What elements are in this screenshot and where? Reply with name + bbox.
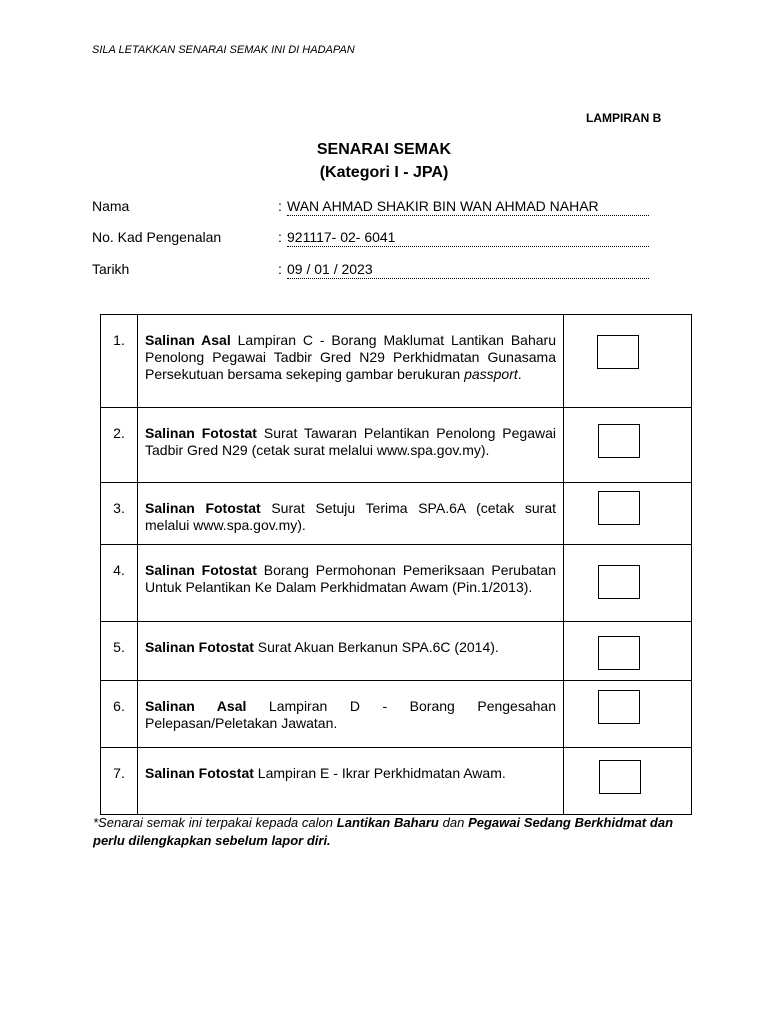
table-row: [101, 408, 692, 483]
item-description: [138, 748, 564, 815]
item-description: [138, 315, 564, 408]
checkbox[interactable]: [598, 636, 640, 670]
checkbox[interactable]: [597, 335, 639, 369]
item-text: Surat Tawaran Pelantikan Penolong Pegawai Tadbir Gred N29 (cetak surat melalui www.spa.gov.my).: [145, 425, 556, 458]
field-label: Nama: [92, 198, 130, 214]
checkbox[interactable]: [598, 690, 640, 724]
checkbox[interactable]: [599, 760, 641, 794]
field-value-nama[interactable]: WAN AHMAD SHAKIR BIN WAN AHMAD NAHAR: [287, 198, 649, 216]
item-bold-label: Salinan Asal: [145, 332, 231, 348]
table-row: [101, 483, 692, 545]
lampiran-label: LAMPIRAN B: [586, 111, 662, 125]
item-number: 7.: [101, 748, 138, 815]
item-bold-label: Salinan Fotostat: [145, 425, 257, 441]
item-description: [138, 622, 564, 681]
item-text: Lampiran E - Ikrar Perkhidmatan Awam.: [253, 765, 506, 781]
item-number: 1.: [101, 315, 138, 408]
item-tail: .: [517, 366, 522, 382]
checkbox[interactable]: [598, 424, 640, 458]
item-description: [138, 545, 564, 622]
item-italic-text: passport: [464, 366, 518, 382]
footnote-text: *Senarai semak ini terpakai kepada calon: [93, 815, 337, 830]
item-number: 3.: [101, 483, 138, 545]
checkbox-cell: [564, 315, 692, 408]
field-colon: :: [278, 198, 282, 214]
item-bold-label: Salinan Fotostat: [145, 500, 261, 516]
field-label: Tarikh: [92, 261, 130, 277]
table-row: [101, 545, 692, 622]
item-bold-label: Salinan Fotostat: [145, 639, 254, 655]
item-number: 6.: [101, 681, 138, 748]
table-row: [101, 315, 692, 408]
footnote: [93, 814, 673, 850]
checkbox-cell: [564, 681, 692, 748]
item-bold-label: Salinan Fotostat: [145, 765, 254, 781]
item-number: 4.: [101, 545, 138, 622]
document-subtitle: (Kategori I - JPA): [319, 164, 449, 181]
document-title: SENARAI SEMAK: [316, 141, 452, 158]
checkbox[interactable]: [598, 491, 640, 525]
item-description: [138, 483, 564, 545]
footnote-bold: Pegawai Sedang Berkhidmat dan perlu dilengkapkan sebelum lapor diri.: [93, 815, 674, 848]
item-text: Borang Permohonan Pemeriksaan Perubatan Untuk Pelantikan Ke Dalam Perkhidmatan Awam (Pin.1/2013).: [145, 562, 556, 595]
item-number: 2.: [101, 408, 138, 483]
field-value-tarikh[interactable]: 09 / 01 / 2023: [287, 261, 649, 279]
item-description: [138, 408, 564, 483]
field-value-kad-pengenalan[interactable]: 921117- 02- 6041: [287, 229, 649, 247]
checkbox-cell: [564, 408, 692, 483]
item-bold-label: Salinan Fotostat: [145, 562, 257, 578]
footnote-bold: Lantikan Baharu: [336, 815, 439, 830]
header-note: SILA LETAKKAN SENARAI SEMAK INI DI HADAPAN: [92, 44, 355, 56]
item-text: Lampiran D - Borang Pengesahan Pelepasan/Peletakan Jawatan.: [145, 698, 556, 731]
table-row: [101, 748, 692, 815]
item-bold-label: Salinan Asal: [145, 698, 247, 714]
checkbox-cell: [564, 483, 692, 545]
table-row: [101, 622, 692, 681]
field-label: No. Kad Pengenalan: [92, 229, 222, 245]
field-colon: :: [278, 261, 282, 277]
table-row: [101, 681, 692, 748]
checkbox-cell: [564, 748, 692, 815]
checkbox[interactable]: [598, 565, 640, 599]
checklist-table: [100, 314, 692, 815]
item-text: Surat Akuan Berkanun SPA.6C (2014).: [253, 639, 499, 655]
item-text: Surat Setuju Terima SPA.6A (cetak surat melalui www.spa.gov.my).: [145, 500, 556, 533]
checkbox-cell: [564, 622, 692, 681]
item-number: 5.: [101, 622, 138, 681]
item-description: [138, 681, 564, 748]
checkbox-cell: [564, 545, 692, 622]
field-colon: :: [278, 229, 282, 245]
item-text: Lampiran C - Borang Maklumat Lantikan Baharu Penolong Pegawai Tadbir Gred N29 Perkhidmatan Gunasama Persekutuan bersama sekeping gambar berukuran: [145, 332, 556, 382]
footnote-text: dan: [438, 815, 469, 830]
